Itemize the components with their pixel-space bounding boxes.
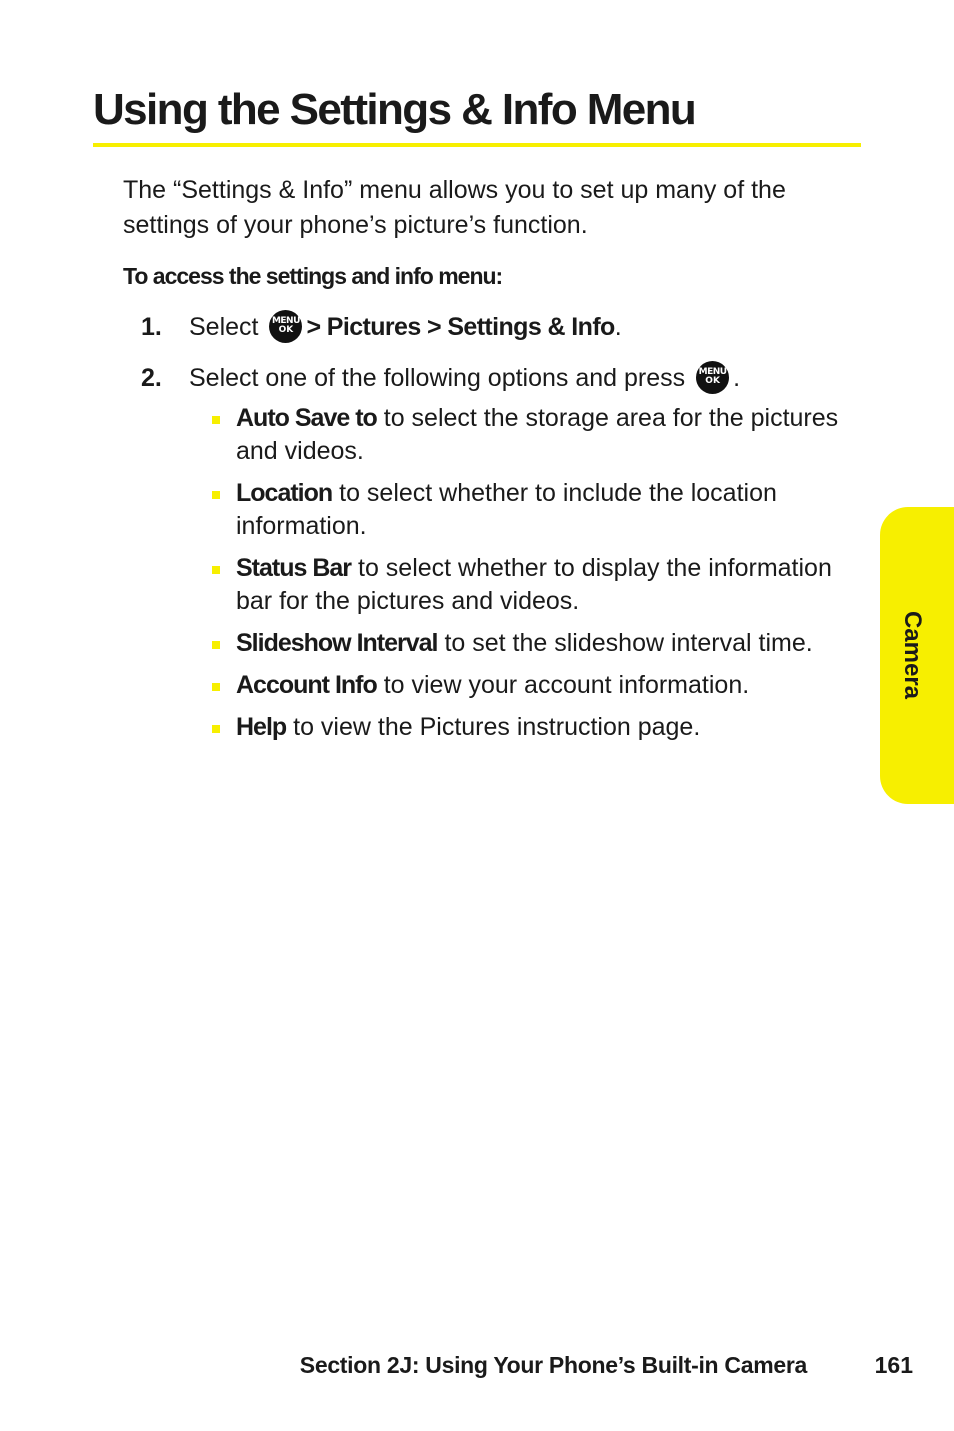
step-number: 1.: [141, 313, 162, 341]
option-description: to view your account information.: [376, 671, 750, 699]
option-slideshow-interval: [210, 627, 870, 660]
option-description: to select whether to include the location information.: [236, 479, 777, 540]
menu-key-label: MENU: [698, 367, 727, 377]
menu-ok-key-icon: [269, 310, 302, 343]
footer-page-number: 161: [874, 1352, 913, 1378]
step-punctuation: .: [733, 364, 741, 392]
option-term: Account Info: [236, 671, 377, 699]
option-description: to view the Pictures instruction page.: [286, 713, 701, 741]
option-term: Location: [236, 479, 333, 507]
ok-key-label: OK: [705, 376, 720, 386]
option-term: Slideshow Interval: [236, 629, 438, 657]
intro-paragraph: The “Settings & Info” menu allows you to set up many of the settings of your phone’s picture’s function.: [123, 176, 786, 239]
option-term: Auto Save to: [236, 404, 377, 432]
step-punctuation: .: [614, 313, 622, 341]
option-help: [210, 711, 870, 744]
option-account-info: [210, 669, 870, 702]
options-list: [210, 402, 870, 753]
option-location: [210, 477, 870, 543]
option-description: to select whether to display the information bar for the pictures and videos.: [236, 554, 832, 615]
side-tab-label: Camera: [899, 610, 926, 700]
step-1: [141, 310, 622, 344]
option-description: to select the storage area for the pictures and videos.: [236, 404, 839, 465]
step-text: Select: [189, 313, 259, 341]
square-bullet-icon: [212, 641, 220, 649]
option-auto-save-to: [210, 402, 870, 468]
square-bullet-icon: [212, 491, 220, 499]
square-bullet-icon: [212, 725, 220, 733]
square-bullet-icon: [212, 416, 220, 424]
menu-path: > Pictures > Settings & Info: [306, 313, 615, 341]
menu-key-label: MENU: [271, 316, 300, 326]
option-term: Status Bar: [236, 554, 352, 582]
option-term: Help: [236, 713, 287, 741]
access-heading: To access the settings and info menu:: [123, 263, 503, 289]
footer-section-title: Section 2J: Using Your Phone’s Built-in Camera: [299, 1352, 807, 1378]
square-bullet-icon: [212, 566, 220, 574]
ok-key-label: OK: [278, 325, 294, 335]
step-text: Select one of the following options and press: [189, 364, 686, 392]
menu-ok-key-icon: [696, 361, 729, 394]
step-2: [141, 361, 740, 395]
page-title: Using the Settings & Info Menu: [93, 85, 696, 134]
square-bullet-icon: [212, 683, 220, 691]
option-status-bar: [210, 552, 870, 618]
option-description: to set the slideshow interval time.: [437, 629, 813, 657]
title-underline: [93, 143, 861, 147]
step-number: 2.: [141, 364, 162, 392]
